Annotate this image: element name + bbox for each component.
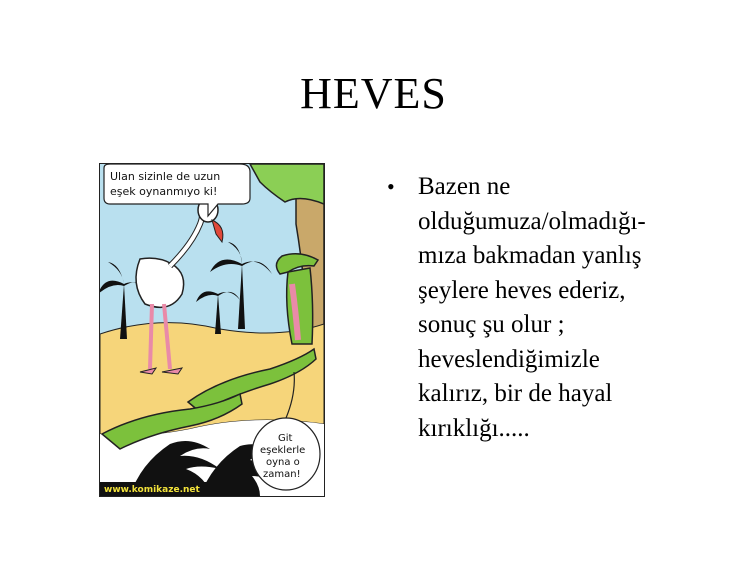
bubble-bottom-line2: eşeklerle [260, 445, 306, 456]
bullet-item [387, 170, 707, 446]
bubble-top-line2: eşek oynanmıyo ki! [110, 185, 218, 198]
bullet-list [387, 170, 707, 446]
bubble-bottom-line4: zaman! [263, 469, 301, 480]
cartoon-website: www.komikaze.net [104, 485, 200, 495]
bubble-bottom-line1: Git [278, 433, 293, 444]
bubble-top-line1: Ulan sizinle de uzun [110, 170, 221, 183]
cartoon-image [99, 163, 325, 497]
bullet-text: Bazen ne olduğumuza/olmadığı- mıza bakmadan yanlış şeylere heves ederiz, sonuç şu olur ; heveslendiğimizle kalırız, bir de hayal kırıklığı..... [418, 173, 646, 442]
bubble-bottom-line3: oyna o [266, 457, 300, 468]
bullet-dot-icon: • [387, 174, 395, 199]
slide-title: HEVES [300, 69, 447, 118]
